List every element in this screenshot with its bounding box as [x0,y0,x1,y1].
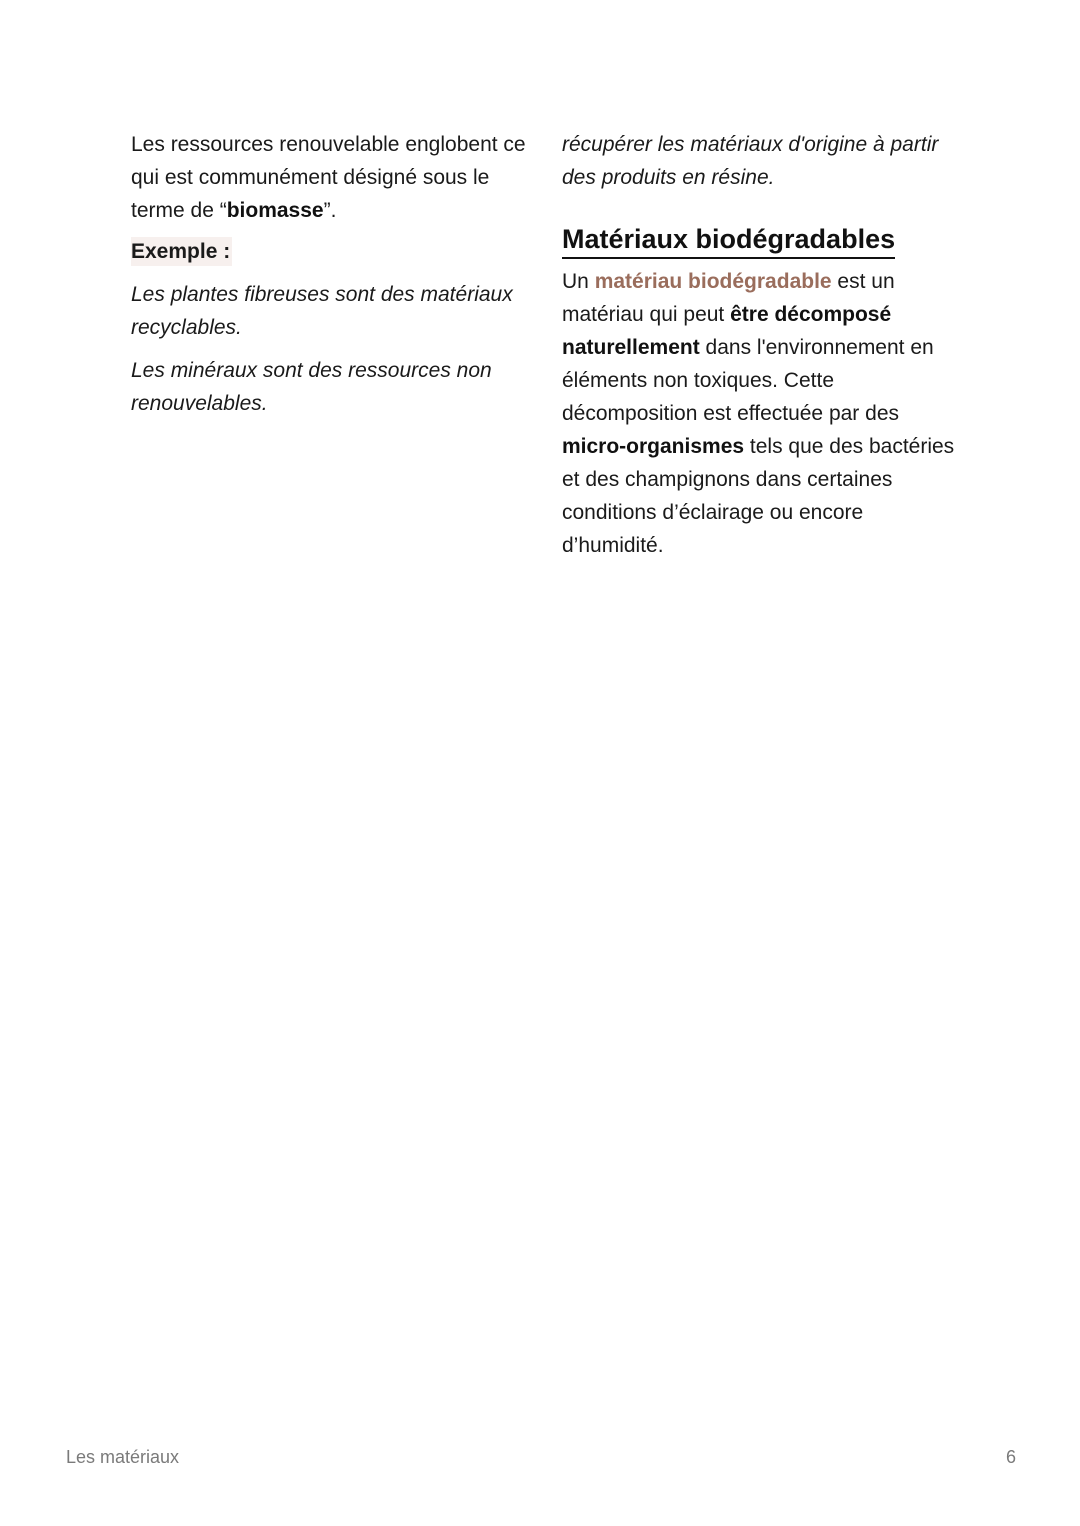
intro-text-2: ”. [323,199,337,222]
def-text-3: dans l'environnement en éléments non toxiques. Cette décomposition est effectuée par des [562,336,934,425]
bold-phrase-micro-organismes: micro-organismes [562,435,745,458]
continued-paragraph: récupérer les matériaux d'origine à partir des produits en résine. [562,133,939,189]
def-text-2: est un matériau qui peut [562,270,895,326]
intro-paragraph [131,128,526,227]
bold-phrase-decompose: être décomposé naturellement [562,303,892,359]
section-heading: Matériaux biodégradables [562,221,895,259]
footer-title: Les matériaux [66,1447,180,1467]
biomasse-term: biomasse [226,199,324,222]
example-sentence-1: Les plantes fibreuses sont des matériaux recyclables. [131,283,513,339]
example-label: Exemple : [131,237,232,266]
example-sentence-2: Les minéraux sont des ressources non renouvelables. [131,359,492,415]
page-number: 6 [1005,1447,1016,1467]
intro-text-1: Les ressources renouvelable englobent ce qui est communément désigné sous le terme de “ [131,133,526,222]
left-column [131,128,526,420]
def-text-1: Un [562,270,595,293]
def-text-4: tels que des bactéries et des champignons dans certaines conditions d’éclairage ou encore d’humidité. [562,435,955,557]
right-column [562,128,962,562]
definition-paragraph [562,265,962,562]
highlighted-term: matériau biodégradable [594,270,832,293]
